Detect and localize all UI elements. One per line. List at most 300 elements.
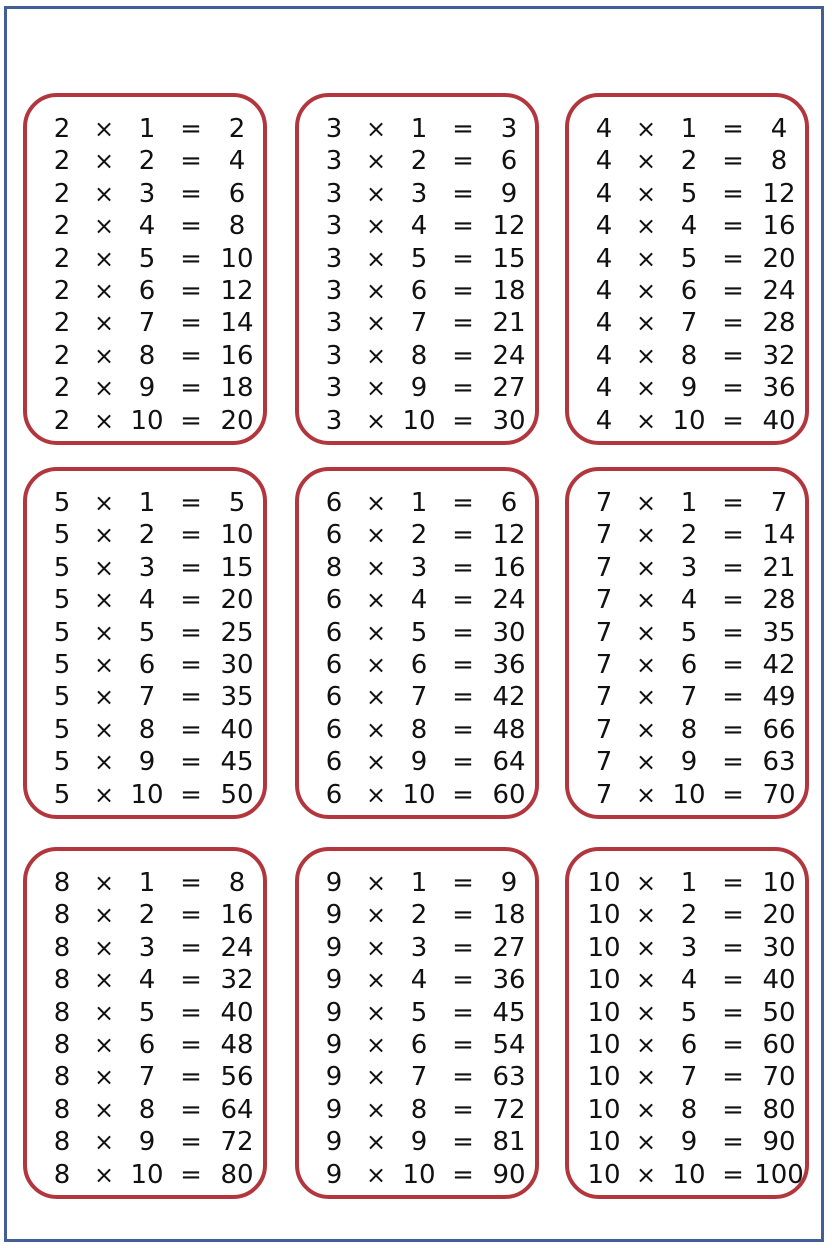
times-sign: × xyxy=(365,212,387,241)
equals-sign: = xyxy=(452,211,474,242)
multiplicand: 10 xyxy=(587,997,621,1028)
multiplicand: 8 xyxy=(53,965,71,996)
product: 72 xyxy=(220,1127,254,1158)
product: 9 xyxy=(500,868,518,898)
equation-row xyxy=(27,867,263,899)
multiplier: 10 xyxy=(672,779,706,810)
multiplier: 4 xyxy=(410,965,428,996)
multiplicand: 2 xyxy=(53,146,71,177)
equation-row xyxy=(27,178,263,210)
equals-sign: = xyxy=(722,682,744,713)
equals-sign: = xyxy=(452,617,474,648)
multiplicand: 4 xyxy=(595,114,613,144)
equation-row xyxy=(27,779,263,811)
equals-sign: = xyxy=(452,520,474,551)
multiplicand: 7 xyxy=(595,747,613,778)
equation-row xyxy=(299,243,535,275)
equation-row xyxy=(299,405,535,437)
equals-sign: = xyxy=(452,340,474,371)
equation-row xyxy=(27,113,263,145)
equation-row xyxy=(299,372,535,404)
equals-sign: = xyxy=(180,1062,202,1093)
equation-row xyxy=(569,1126,805,1158)
equation-row xyxy=(27,584,263,616)
multiplicand: 3 xyxy=(325,178,343,209)
equation-row xyxy=(27,714,263,746)
multiplier: 10 xyxy=(130,1159,164,1190)
multiplier: 2 xyxy=(138,520,156,551)
multiplicand: 6 xyxy=(325,779,343,810)
equation-row xyxy=(299,964,535,996)
multiplicand: 4 xyxy=(595,275,613,306)
times-sign: × xyxy=(635,115,657,143)
multiplicand: 9 xyxy=(325,932,343,963)
multiplier: 1 xyxy=(410,868,428,898)
multiplicand: 2 xyxy=(53,178,71,209)
multiplication-chart-sheet xyxy=(4,6,824,1242)
multiplicand: 4 xyxy=(595,243,613,274)
equation-row xyxy=(569,714,805,746)
product: 18 xyxy=(492,275,526,306)
multiplicand: 2 xyxy=(53,211,71,242)
multiplier: 9 xyxy=(410,373,428,404)
times-sign: × xyxy=(365,489,387,517)
product: 14 xyxy=(220,308,254,339)
times-sign: × xyxy=(635,618,657,647)
equals-sign: = xyxy=(452,714,474,745)
equation-row xyxy=(27,1126,263,1158)
multiplier: 2 xyxy=(680,146,698,177)
equals-sign: = xyxy=(722,211,744,242)
equation-row xyxy=(27,932,263,964)
multiplier: 6 xyxy=(138,275,156,306)
equals-sign: = xyxy=(452,900,474,931)
multiplier: 7 xyxy=(138,308,156,339)
times-sign: × xyxy=(93,244,115,273)
equals-sign: = xyxy=(722,585,744,616)
times-sign: × xyxy=(93,966,115,995)
equals-sign: = xyxy=(452,585,474,616)
times-sign: × xyxy=(635,309,657,338)
multiplicand: 7 xyxy=(595,585,613,616)
multiplicand: 10 xyxy=(587,900,621,931)
product: 30 xyxy=(492,405,526,436)
equals-sign: = xyxy=(180,900,202,931)
multiplicand: 5 xyxy=(53,552,71,583)
product: 56 xyxy=(220,1062,254,1093)
times-sign: × xyxy=(635,998,657,1027)
times-sign: × xyxy=(93,309,115,338)
times-sign: × xyxy=(635,147,657,176)
product: 9 xyxy=(500,178,518,209)
product: 12 xyxy=(220,275,254,306)
product: 81 xyxy=(492,1127,526,1158)
times-sign: × xyxy=(93,748,115,777)
multiplier: 7 xyxy=(138,682,156,713)
times-sign: × xyxy=(365,1128,387,1157)
multiplicand: 2 xyxy=(53,308,71,339)
multiplier: 9 xyxy=(410,1127,428,1158)
multiplier: 7 xyxy=(138,1062,156,1093)
multiplicand: 7 xyxy=(595,649,613,680)
product: 16 xyxy=(220,340,254,371)
times-sign: × xyxy=(93,553,115,582)
equals-sign: = xyxy=(722,965,744,996)
product: 36 xyxy=(492,649,526,680)
times-sign: × xyxy=(365,521,387,550)
multiplicand: 6 xyxy=(325,747,343,778)
multiplicand: 6 xyxy=(325,520,343,551)
multiplier: 1 xyxy=(138,488,156,518)
times-sign: × xyxy=(365,1095,387,1124)
times-sign: × xyxy=(365,179,387,208)
equals-sign: = xyxy=(452,178,474,209)
times-sign: × xyxy=(635,683,657,712)
equals-sign: = xyxy=(452,1029,474,1060)
equation-row xyxy=(27,964,263,996)
equation-row xyxy=(569,1061,805,1093)
times-sign: × xyxy=(93,618,115,647)
multiplicand: 3 xyxy=(325,308,343,339)
multiplier: 10 xyxy=(402,405,436,436)
equation-row xyxy=(299,275,535,307)
equation-row xyxy=(299,932,535,964)
product: 12 xyxy=(492,211,526,242)
equation-list xyxy=(27,487,263,811)
multiplier: 2 xyxy=(410,146,428,177)
equation-row xyxy=(27,145,263,177)
equals-sign: = xyxy=(452,747,474,778)
equation-row xyxy=(569,307,805,339)
product: 32 xyxy=(762,340,796,371)
multiplicand: 8 xyxy=(53,1127,71,1158)
equation-list xyxy=(27,113,263,437)
multiplicand: 3 xyxy=(325,146,343,177)
times-sign: × xyxy=(365,901,387,930)
multiplicand: 10 xyxy=(587,1159,621,1190)
times-sign: × xyxy=(93,715,115,744)
multiplier: 5 xyxy=(680,243,698,274)
multiplier: 1 xyxy=(680,114,698,144)
equals-sign: = xyxy=(722,1094,744,1125)
equals-sign: = xyxy=(452,779,474,810)
product: 54 xyxy=(492,1029,526,1060)
equals-sign: = xyxy=(180,308,202,339)
product: 20 xyxy=(762,900,796,931)
product: 50 xyxy=(220,779,254,810)
product: 42 xyxy=(762,649,796,680)
times-sign: × xyxy=(365,650,387,679)
equation-row xyxy=(569,340,805,372)
equals-sign: = xyxy=(452,1127,474,1158)
times-sign: × xyxy=(93,276,115,305)
multiplicand: 9 xyxy=(325,1127,343,1158)
multiplier: 9 xyxy=(138,747,156,778)
times-sign: × xyxy=(635,212,657,241)
times-sign: × xyxy=(93,933,115,962)
product: 28 xyxy=(762,585,796,616)
times-sign: × xyxy=(365,1030,387,1059)
product: 25 xyxy=(220,617,254,648)
multiplicand: 2 xyxy=(53,243,71,274)
equation-row xyxy=(569,145,805,177)
equation-row xyxy=(299,1029,535,1061)
times-table-card xyxy=(23,847,267,1199)
times-sign: × xyxy=(635,374,657,403)
multiplicand: 7 xyxy=(595,488,613,518)
equals-sign: = xyxy=(722,178,744,209)
equation-row xyxy=(299,1061,535,1093)
product: 5 xyxy=(228,488,246,518)
equation-row xyxy=(569,113,805,145)
times-sign: × xyxy=(93,212,115,241)
equation-row xyxy=(299,681,535,713)
times-sign: × xyxy=(365,147,387,176)
equation-row xyxy=(569,1029,805,1061)
times-table-card xyxy=(565,847,809,1199)
equation-row xyxy=(299,210,535,242)
product: 70 xyxy=(762,1062,796,1093)
product: 35 xyxy=(220,682,254,713)
multiplier: 10 xyxy=(130,779,164,810)
product: 24 xyxy=(762,275,796,306)
times-sign: × xyxy=(365,276,387,305)
product: 90 xyxy=(762,1127,796,1158)
equals-sign: = xyxy=(180,747,202,778)
product: 40 xyxy=(220,714,254,745)
multiplicand: 5 xyxy=(53,779,71,810)
equals-sign: = xyxy=(722,114,744,144)
product: 32 xyxy=(220,965,254,996)
equation-row xyxy=(569,746,805,778)
equation-row xyxy=(299,487,535,519)
times-sign: × xyxy=(93,115,115,143)
multiplier: 4 xyxy=(680,965,698,996)
multiplicand: 10 xyxy=(587,932,621,963)
multiplier: 4 xyxy=(680,211,698,242)
equation-row xyxy=(569,519,805,551)
multiplicand: 8 xyxy=(53,1094,71,1125)
equation-row xyxy=(299,307,535,339)
product: 24 xyxy=(220,932,254,963)
multiplier: 2 xyxy=(410,520,428,551)
times-sign: × xyxy=(93,1128,115,1157)
equals-sign: = xyxy=(722,1127,744,1158)
multiplicand: 6 xyxy=(325,617,343,648)
times-sign: × xyxy=(93,869,115,897)
times-sign: × xyxy=(365,715,387,744)
equals-sign: = xyxy=(722,779,744,810)
equals-sign: = xyxy=(722,1062,744,1093)
product: 27 xyxy=(492,373,526,404)
times-sign: × xyxy=(93,1030,115,1059)
equals-sign: = xyxy=(180,997,202,1028)
multiplier: 6 xyxy=(410,1029,428,1060)
multiplier: 7 xyxy=(680,682,698,713)
equals-sign: = xyxy=(180,373,202,404)
multiplicand: 9 xyxy=(325,1029,343,1060)
product: 42 xyxy=(492,682,526,713)
equation-row xyxy=(299,1126,535,1158)
equation-row xyxy=(569,584,805,616)
multiplicand: 6 xyxy=(325,488,343,518)
equation-row xyxy=(569,867,805,899)
multiplicand: 4 xyxy=(595,146,613,177)
equation-row xyxy=(299,617,535,649)
product: 18 xyxy=(220,373,254,404)
equals-sign: = xyxy=(180,932,202,963)
product: 7 xyxy=(770,488,788,518)
multiplier: 10 xyxy=(672,1159,706,1190)
times-sign: × xyxy=(365,406,387,435)
multiplier: 2 xyxy=(680,520,698,551)
product: 12 xyxy=(762,178,796,209)
equation-row xyxy=(569,552,805,584)
equals-sign: = xyxy=(180,114,202,144)
product: 20 xyxy=(220,585,254,616)
equals-sign: = xyxy=(180,211,202,242)
product: 35 xyxy=(762,617,796,648)
equation-row xyxy=(27,1061,263,1093)
multiplier: 9 xyxy=(680,373,698,404)
times-table-card xyxy=(295,93,539,445)
multiplier: 7 xyxy=(410,1062,428,1093)
equals-sign: = xyxy=(452,932,474,963)
multiplicand: 9 xyxy=(325,997,343,1028)
product: 45 xyxy=(492,997,526,1028)
equals-sign: = xyxy=(452,488,474,518)
multiplicand: 2 xyxy=(53,340,71,371)
times-sign: × xyxy=(635,341,657,370)
multiplier: 2 xyxy=(138,900,156,931)
times-sign: × xyxy=(93,901,115,930)
product: 8 xyxy=(770,146,788,177)
product: 6 xyxy=(500,488,518,518)
multiplicand: 3 xyxy=(325,405,343,436)
equals-sign: = xyxy=(452,552,474,583)
multiplier: 7 xyxy=(410,682,428,713)
times-sign: × xyxy=(635,780,657,809)
multiplicand: 7 xyxy=(595,714,613,745)
times-sign: × xyxy=(635,966,657,995)
multiplicand: 8 xyxy=(53,868,71,898)
times-sign: × xyxy=(93,780,115,809)
product: 27 xyxy=(492,932,526,963)
equation-row xyxy=(569,487,805,519)
times-sign: × xyxy=(635,869,657,897)
multiplicand: 3 xyxy=(325,211,343,242)
product: 40 xyxy=(220,997,254,1028)
equation-row xyxy=(569,210,805,242)
times-sign: × xyxy=(635,553,657,582)
multiplier: 4 xyxy=(138,211,156,242)
product: 15 xyxy=(492,243,526,274)
product: 30 xyxy=(492,617,526,648)
equals-sign: = xyxy=(180,178,202,209)
multiplicand: 3 xyxy=(325,243,343,274)
times-sign: × xyxy=(635,1128,657,1157)
multiplicand: 5 xyxy=(53,617,71,648)
equation-row xyxy=(299,1159,535,1191)
equals-sign: = xyxy=(722,243,744,274)
times-sign: × xyxy=(93,650,115,679)
equation-row xyxy=(299,145,535,177)
multiplicand: 8 xyxy=(53,1159,71,1190)
equals-sign: = xyxy=(180,1029,202,1060)
multiplicand: 4 xyxy=(595,405,613,436)
multiplier: 4 xyxy=(138,585,156,616)
equation-row xyxy=(299,1094,535,1126)
equation-row xyxy=(569,681,805,713)
product: 12 xyxy=(492,520,526,551)
multiplicand: 10 xyxy=(587,1029,621,1060)
multiplicand: 10 xyxy=(587,965,621,996)
equals-sign: = xyxy=(452,146,474,177)
product: 24 xyxy=(492,340,526,371)
product: 10 xyxy=(762,868,796,898)
product: 63 xyxy=(492,1062,526,1093)
multiplicand: 5 xyxy=(53,682,71,713)
equation-row xyxy=(299,899,535,931)
equation-row xyxy=(27,1159,263,1191)
equals-sign: = xyxy=(180,520,202,551)
multiplicand: 4 xyxy=(595,340,613,371)
product: 4 xyxy=(228,146,246,177)
multiplier: 5 xyxy=(680,997,698,1028)
equation-row xyxy=(27,372,263,404)
equals-sign: = xyxy=(452,1159,474,1190)
multiplicand: 10 xyxy=(587,1127,621,1158)
multiplier: 1 xyxy=(138,868,156,898)
equation-row xyxy=(299,779,535,811)
equation-row xyxy=(569,964,805,996)
equals-sign: = xyxy=(452,114,474,144)
multiplier: 6 xyxy=(680,275,698,306)
product: 14 xyxy=(762,520,796,551)
multiplier: 6 xyxy=(410,275,428,306)
multiplicand: 9 xyxy=(325,1159,343,1190)
multiplicand: 4 xyxy=(595,178,613,209)
times-sign: × xyxy=(635,1030,657,1059)
multiplicand: 10 xyxy=(587,868,621,898)
multiplicand: 2 xyxy=(53,405,71,436)
multiplicand: 3 xyxy=(325,275,343,306)
multiplicand: 4 xyxy=(595,211,613,242)
equals-sign: = xyxy=(180,965,202,996)
multiplier: 4 xyxy=(138,965,156,996)
equation-list xyxy=(569,867,805,1191)
equation-list xyxy=(569,487,805,811)
multiplier: 3 xyxy=(138,552,156,583)
equation-row xyxy=(299,649,535,681)
multiplier: 3 xyxy=(138,178,156,209)
multiplier: 1 xyxy=(138,114,156,144)
equation-row xyxy=(27,340,263,372)
multiplicand: 8 xyxy=(53,900,71,931)
equals-sign: = xyxy=(452,405,474,436)
multiplier: 8 xyxy=(138,1094,156,1125)
equation-row xyxy=(299,178,535,210)
multiplier: 2 xyxy=(138,146,156,177)
multiplier: 7 xyxy=(680,1062,698,1093)
multiplicand: 10 xyxy=(587,1094,621,1125)
equation-row xyxy=(27,649,263,681)
times-sign: × xyxy=(93,683,115,712)
times-sign: × xyxy=(93,586,115,615)
times-sign: × xyxy=(93,179,115,208)
equals-sign: = xyxy=(180,1159,202,1190)
equals-sign: = xyxy=(180,779,202,810)
